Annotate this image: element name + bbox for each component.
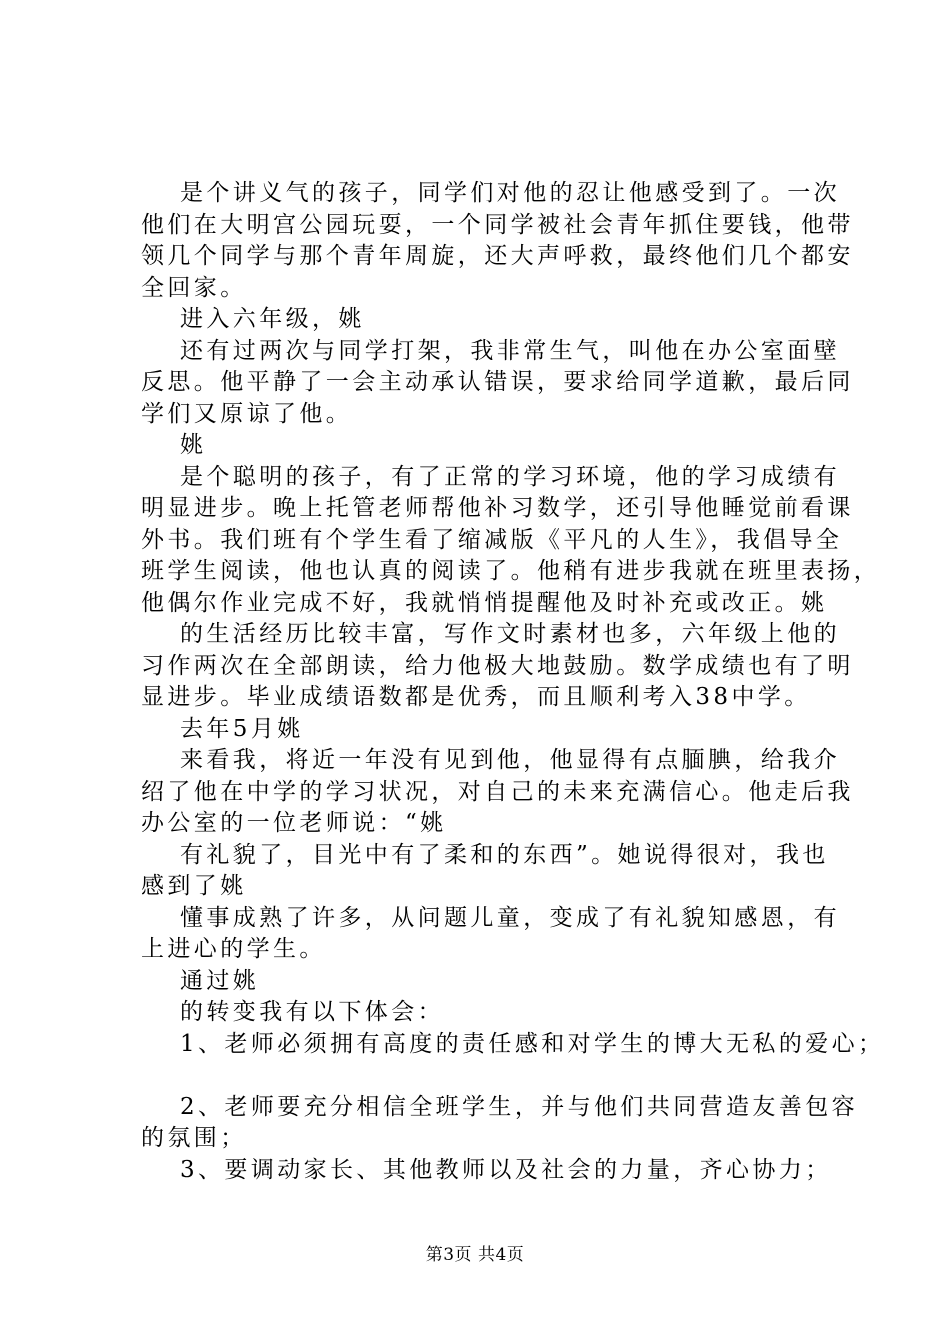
document-body	[141, 178, 885, 1186]
text-line: 去年5月姚	[180, 715, 304, 742]
text-line: 班学生阅读，他也认真的阅读了。他稍有进步我就在班里表扬，	[141, 558, 881, 584]
text-line: 外书。我们班有个学生看了缩减版《平凡的人生》，我倡导全	[141, 526, 843, 553]
blank-line	[141, 1060, 841, 1092]
text-line: 领几个同学与那个青年周旋，还大声呼救，最终他们几个都安	[141, 243, 854, 269]
text-line: 有礼貌了，目光中有了柔和的东西”。她说得很对，我也	[180, 841, 829, 868]
text-line: 显进步。毕业成绩语数都是优秀，而且顺利考入38中学。	[141, 684, 811, 710]
text-line: 2、老师要充分相信全班学生，并与他们共同营造友善包容	[180, 1093, 859, 1120]
text-line: 上进心的学生。	[141, 936, 326, 962]
text-line: 来看我，将近一年没有见到他，他显得有点腼腆，给我介	[180, 747, 840, 773]
text-line: 3、要调动家长、其他教师以及社会的力量，齐心协力；	[180, 1156, 832, 1183]
text-line: 办公室的一位老师说：“姚	[141, 810, 447, 836]
text-line: 懂事成熟了许多，从问题儿童，变成了有礼貌知感恩，有	[180, 904, 840, 931]
text-line: 是个聪明的孩子，有了正常的学习环境，他的学习成绩有	[180, 463, 840, 490]
text-line: 的转变我有以下体会：	[180, 999, 444, 1025]
text-line: 明显进步。晚上托管老师帮他补习数学，还引导他睡觉前看课	[141, 495, 854, 521]
text-line: 绍了他在中学的学习状况，对自己的未来充满信心。他走后我	[141, 778, 854, 805]
text-line: 他偶尔作业完成不好，我就悄悄提醒他及时补充或改正。姚	[141, 589, 828, 616]
text-line: 全回家。	[141, 274, 247, 301]
text-line: 1、老师必须拥有高度的责任感和对学生的博大无私的爱心；	[180, 1030, 885, 1057]
text-line: 他们在大明宫公园玩耍，一个同学被社会青年抓住要钱，他带	[141, 211, 854, 238]
text-line: 反思。他平静了一会主动承认错误，要求给同学道歉，最后同	[141, 369, 854, 395]
text-line: 还有过两次与同学打架，我非常生气，叫他在办公室面壁	[180, 337, 840, 364]
page-number-footer: 第3页 共4页	[425, 1245, 525, 1265]
text-line: 进入六年级，姚	[180, 306, 365, 332]
text-line: 习作两次在全部朗读，给力他极大地鼓励。数学成绩也有了明	[141, 652, 854, 679]
text-line: 是个讲义气的孩子，同学们对他的忍让他感受到了。一次	[180, 180, 840, 206]
text-line: 通过姚	[180, 967, 260, 994]
text-line: 的生活经历比较丰富，写作文时素材也多，六年级上他的	[180, 621, 840, 647]
text-line: 的氛围；	[141, 1125, 247, 1151]
text-line: 姚	[180, 432, 207, 458]
text-line: 感到了姚	[141, 873, 247, 899]
text-line: 学们又原谅了他。	[141, 400, 353, 427]
